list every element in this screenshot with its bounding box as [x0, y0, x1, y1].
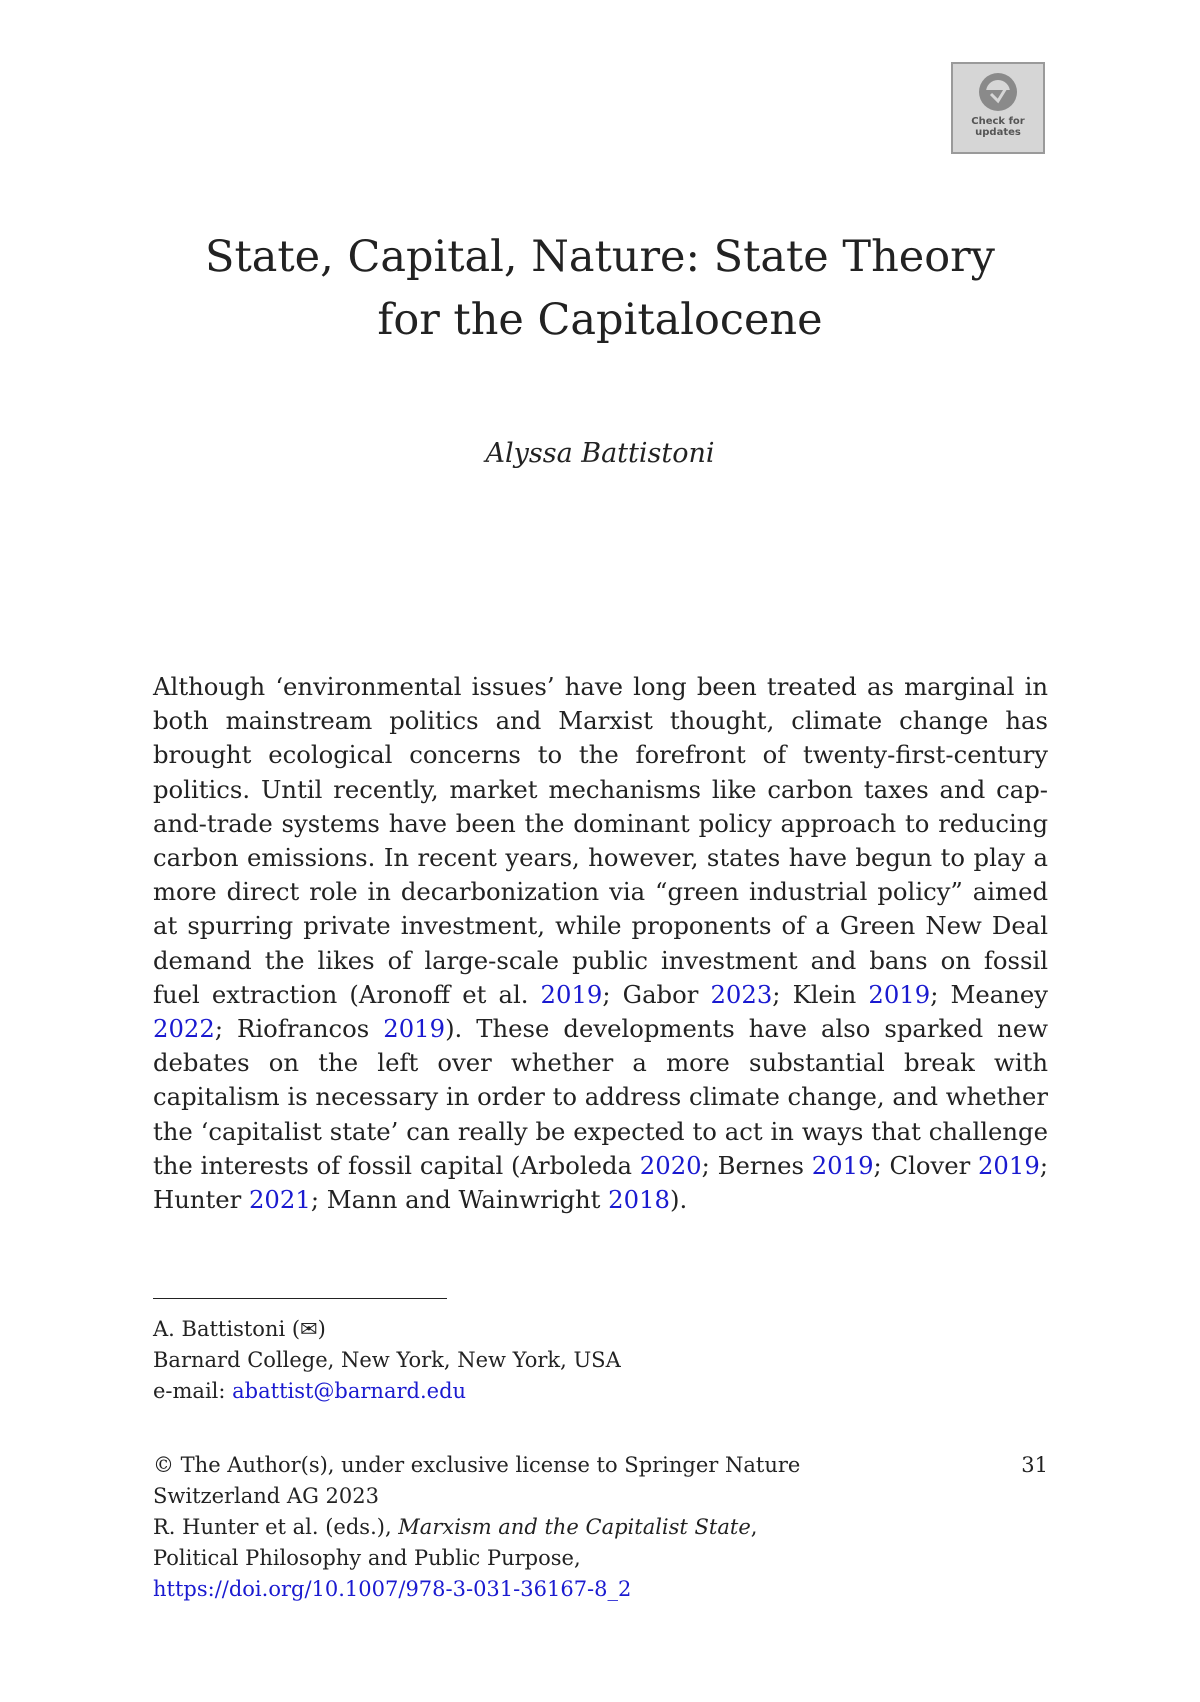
citation-link[interactable]: 2019 [540, 979, 603, 1009]
affiliation-email-line: e-mail: abattist@barnard.edu [153, 1379, 467, 1403]
doi-link[interactable]: https://doi.org/10.1007/978-3-031-36167-8_2 [153, 1577, 632, 1601]
check-for-updates-badge[interactable] [951, 62, 1045, 154]
book-title: Marxism and the Capitalist State [398, 1515, 751, 1539]
copyright-line-2: Switzerland AG 2023 [153, 1484, 379, 1508]
citation-link[interactable]: 2019 [811, 1150, 874, 1180]
footnote-divider [153, 1298, 447, 1299]
email-link[interactable]: abattist@barnard.edu [232, 1379, 467, 1403]
copyright-line-3: R. Hunter et al. (eds.), Marxism and the Capitalist State, [153, 1515, 758, 1539]
envelope-icon: ✉ [300, 1317, 318, 1341]
citation-link[interactable]: 2019 [868, 979, 931, 1009]
citation-link[interactable]: 2023 [710, 979, 773, 1009]
copyright-line-1: © The Author(s), under exclusive license to Springer Nature [153, 1453, 801, 1477]
affiliation-institution: Barnard College, New York, New York, USA [153, 1348, 621, 1372]
copyright-line-4: Political Philosophy and Public Purpose, [153, 1546, 581, 1570]
title-line-2: for the Capitalocene [377, 295, 823, 345]
author-affiliation [153, 1314, 853, 1407]
copyright-block [153, 1450, 853, 1605]
citation-link[interactable]: 2019 [383, 1014, 446, 1044]
abstract-paragraph: Although ‘environmental issues’ have long been treated as marginal in both mainstream politics and Marxist thought, climate change has brought ecological concerns to the forefront of twenty-first-century politics. Until recently, market mechanisms like carbon taxes and cap-and-trade systems have been the dominant policy approach to reducing carbon emissions. In recent years, however, states have begun to play a more direct role in decarbonization via “green industrial policy” aimed at spurring private investment, while proponents of a Green New Deal demand the likes of large-scale public investment and bans on fossil fuel extraction (Aronoff et al. 2019; Gabor 2023; Klein 2019; Meaney 2022; Riofrancos 2019). These developments have also sparked new debates on the left over whether a more substantial break with capitalism is necessary in order to address climate change, and whether the ‘capitalist state’ can really be expected to act in ways that challenge the interests of fossil capital (Arboleda 2020; Bernes 2019; Clover 2019; Hunter 2021; Mann and Wainwright 2018). [153, 672, 1049, 1215]
citation-link[interactable]: 2018 [608, 1185, 670, 1215]
chapter-title [150, 226, 1050, 352]
affiliation-name-line: A. Battistoni (✉) [153, 1317, 326, 1341]
citation-link[interactable]: 2020 [639, 1150, 702, 1180]
page-number: 31 [1021, 1453, 1048, 1477]
title-line-1: State, Capital, Nature: State Theory [205, 232, 995, 282]
author-name: Alyssa Battistoni [485, 438, 715, 469]
citation-link[interactable]: 2021 [248, 1185, 311, 1215]
crossmark-icon [976, 70, 1020, 114]
citation-link[interactable]: 2022 [153, 1014, 215, 1044]
badge-label: Check for updates [971, 116, 1025, 138]
citation-link[interactable]: 2019 [977, 1150, 1040, 1180]
